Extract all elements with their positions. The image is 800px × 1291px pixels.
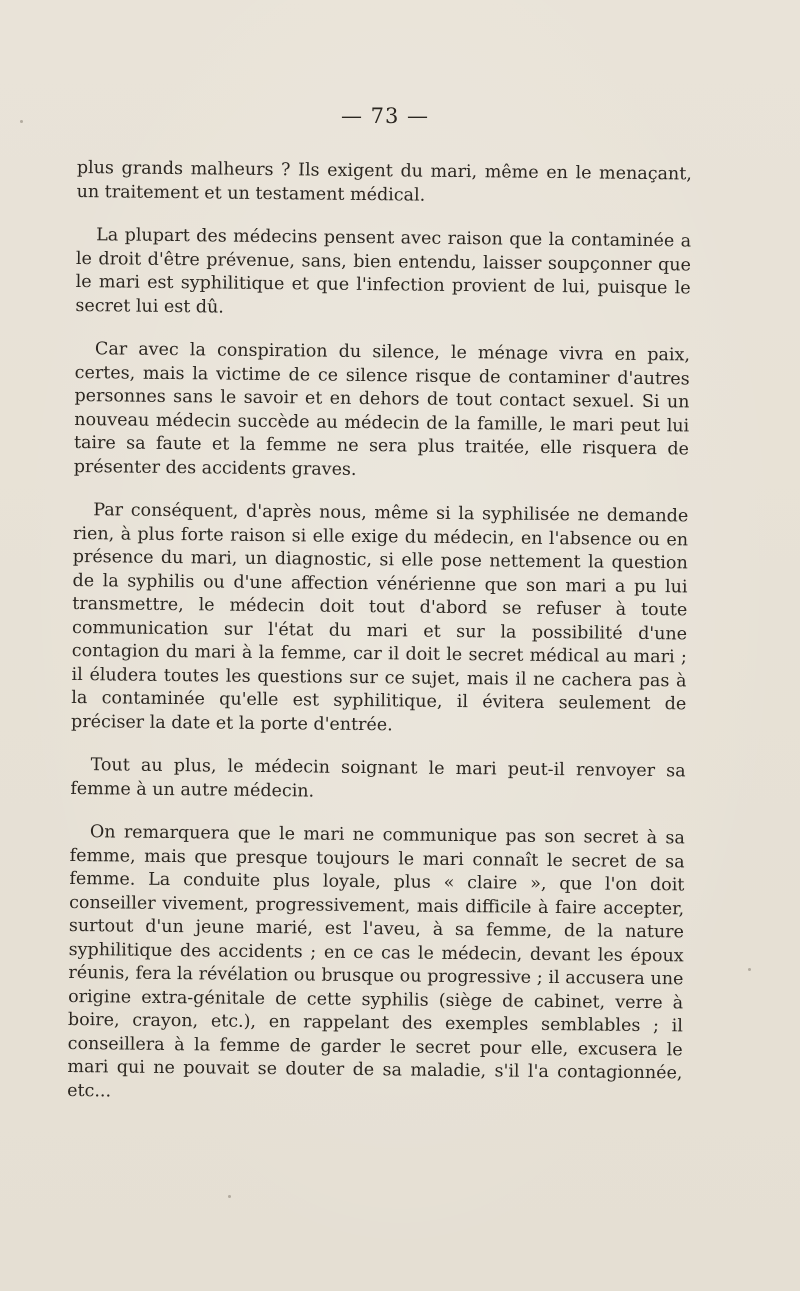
paragraph-4: Par conséquent, d'après nous, même si la syphilisée ne demande rien, à plus forte raison si elle exige du médecin, en l'absence ou en présence du mari, un diagnostic, si elle pose nettement la question de la syphilis ou d'une affection vénérienne que son mari a pu lui transmettre, le médecin doit tout d'abord se refuser à toute communication sur l'état du mari et sur la possibilité d'une contagion du mari à la femme, car il doit le secret médical au mari ; il éludera toutes les questions sur ce sujet, mais il ne cachera pas à la contaminée qu'elle est syphilitique, il évitera seulement de préciser la date et la porte d'entrée.: [70, 500, 689, 735]
paragraph-6: On remarquera que le mari ne communique pas son secret à sa femme, mais que presque toujours le mari connaît le secret de sa femme. La conduite plus loyale, plus « claire », que l'on doit conseiller vivement, progressivement, mais difficile à faire accepter, surtout d'un jeune marié, est l'aveu, à sa femme, de la nature syphilitique des accidents ; en ce cas le médecin, devant les époux réunis, fera la révélation ou brusque ou progressive ; il accusera une origine extra-génitale de cette syphilis (siège de cabinet, verre à boire, crayon, etc.), en rappelant des exemples semblables ; il conseillera à la femme de garder le secret pour elle, excusera le mari qui ne pouvait se douter de sa maladie, s'il l'a contagionnée, etc...: [67, 822, 686, 1101]
page-number: — 73 —: [340, 104, 430, 128]
paragraph-2: La plupart des médecins pensent avec raison que la contaminée a le droit d'être prévenue, sans, bien entendu, laisser soupçonner que le mari est syphilitique et que l'infection provient de lui, puisque le secret lui est dû.: [75, 225, 692, 318]
paragraph-3: Car avec la conspiration du silence, le ménage vivra en paix, certes, mais la victime de ce silence risque de contaminer d'autres personnes sans le savoir et en dehors de tout contact sexuel. Si un nouveau médecin succède au médecin de la famille, le mari peut lui taire sa faute et la femme ne sera plus traitée, elle risquera de présenter des accidents graves.: [73, 339, 691, 480]
body-text: [67, 157, 692, 1129]
paper-speck: [228, 1195, 231, 1198]
paper-speck: [748, 968, 751, 971]
paragraph-5: Tout au plus, le médecin soignant le mari peut-il renvoyer sa femme à un autre médecin.: [70, 755, 686, 802]
paragraph-1: plus grands malheurs ? Ils exigent du mari, même en le menaçant, un traitement et un testament médical.: [76, 157, 692, 206]
